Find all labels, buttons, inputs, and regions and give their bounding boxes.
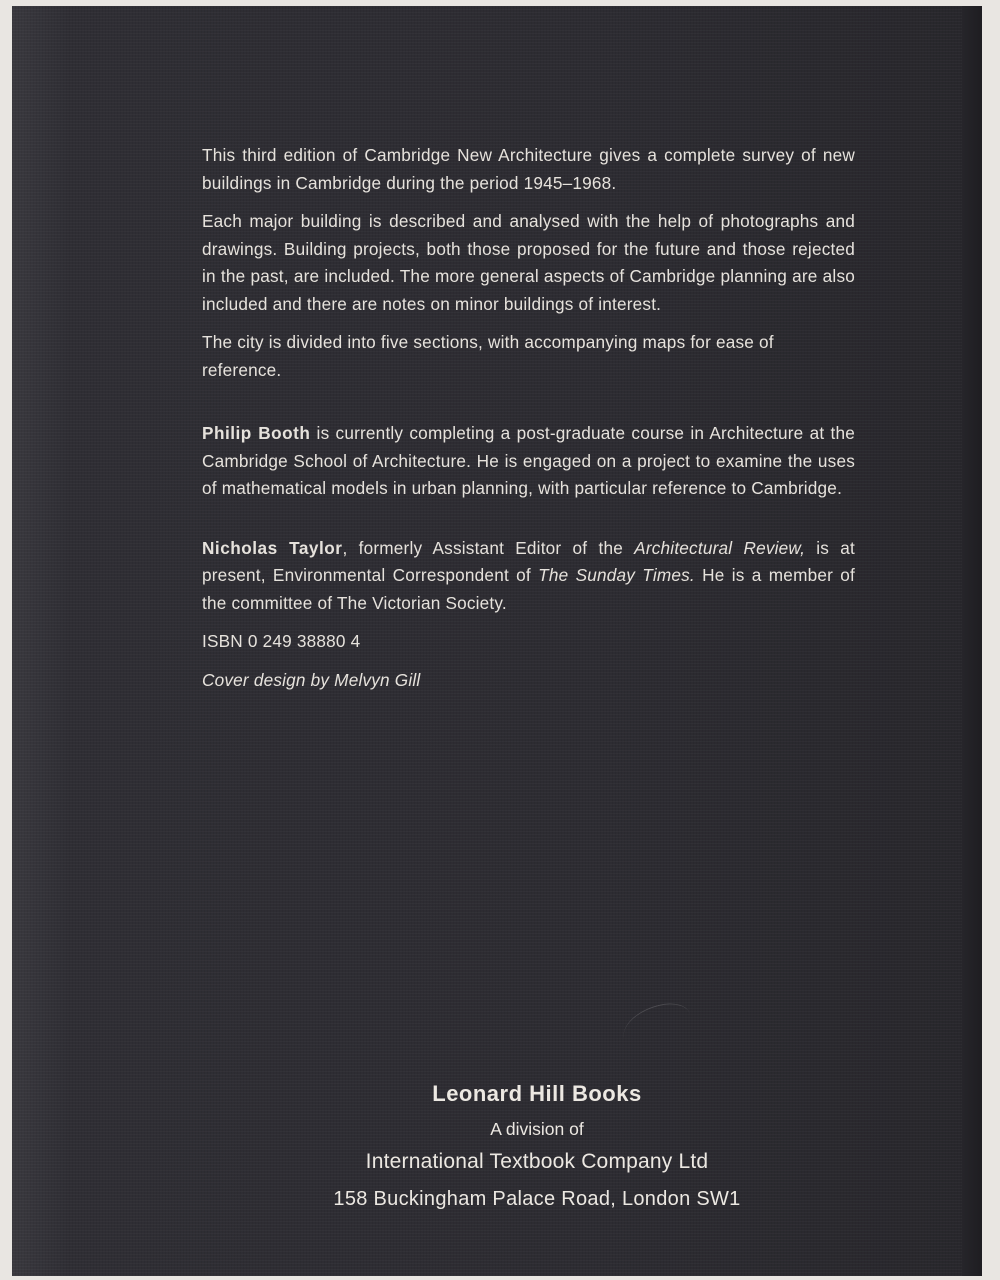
cover-edge <box>962 6 980 1276</box>
publisher-block <box>192 1074 882 1218</box>
publisher-division: A division of <box>490 1119 584 1139</box>
book-back-cover <box>12 6 980 1276</box>
intro-paragraph-1: This third edition of Cambridge New Architecture gives a complete survey of new buildings in Cambridge during the period 1945–1968. <box>202 145 855 193</box>
surface-scratch <box>618 998 696 1055</box>
cover-design-credit-text: Cover design by Melvyn Gill <box>202 669 421 690</box>
isbn: ISBN 0 249 38880 4 <box>202 631 361 651</box>
author-bio-taylor-text-2: is at present, Environmental Correspondent of <box>202 537 855 585</box>
author-bio-taylor <box>202 535 855 618</box>
author-name-taylor: Nicholas Taylor <box>202 537 343 558</box>
back-cover-blurb <box>202 142 855 705</box>
author-bio-taylor-text-3: He is a member of the committee of The Victorian Society. <box>202 565 855 613</box>
author-bio-taylor-text-1: , formerly Assistant Editor of the <box>342 537 635 558</box>
intro-paragraph-2: Each major building is described and analysed with the help of photographs and drawings. Building projects, both those proposed for the future and those rejected in the past, are included. The more general aspects of Cambridge planning are also included and there are notes on minor buildings of interest. <box>202 211 855 314</box>
intro-paragraph-3: The city is divided into five sections, with accompanying maps for ease of reference. <box>202 332 774 380</box>
publication-architectural-review: Architectural Review, <box>634 537 806 558</box>
publisher-address: 158 Buckingham Palace Road, London SW1 <box>333 1188 741 1210</box>
cover-design-credit <box>202 667 855 695</box>
author-bio-booth <box>202 420 855 503</box>
author-name-booth: Philip Booth <box>202 423 311 443</box>
publication-sunday-times: The Sunday Times. <box>538 565 695 585</box>
publisher-name: Leonard Hill Books <box>432 1081 642 1106</box>
publisher-company: International Textbook Company Ltd <box>365 1150 709 1173</box>
author-bio-booth-text: is currently completing a post-graduate course in Architecture at the Cambridge School of Architecture. He is engaged on a project to examine the uses of mathematical models in urban planning, with particular reference to Cambridge. <box>202 423 855 498</box>
